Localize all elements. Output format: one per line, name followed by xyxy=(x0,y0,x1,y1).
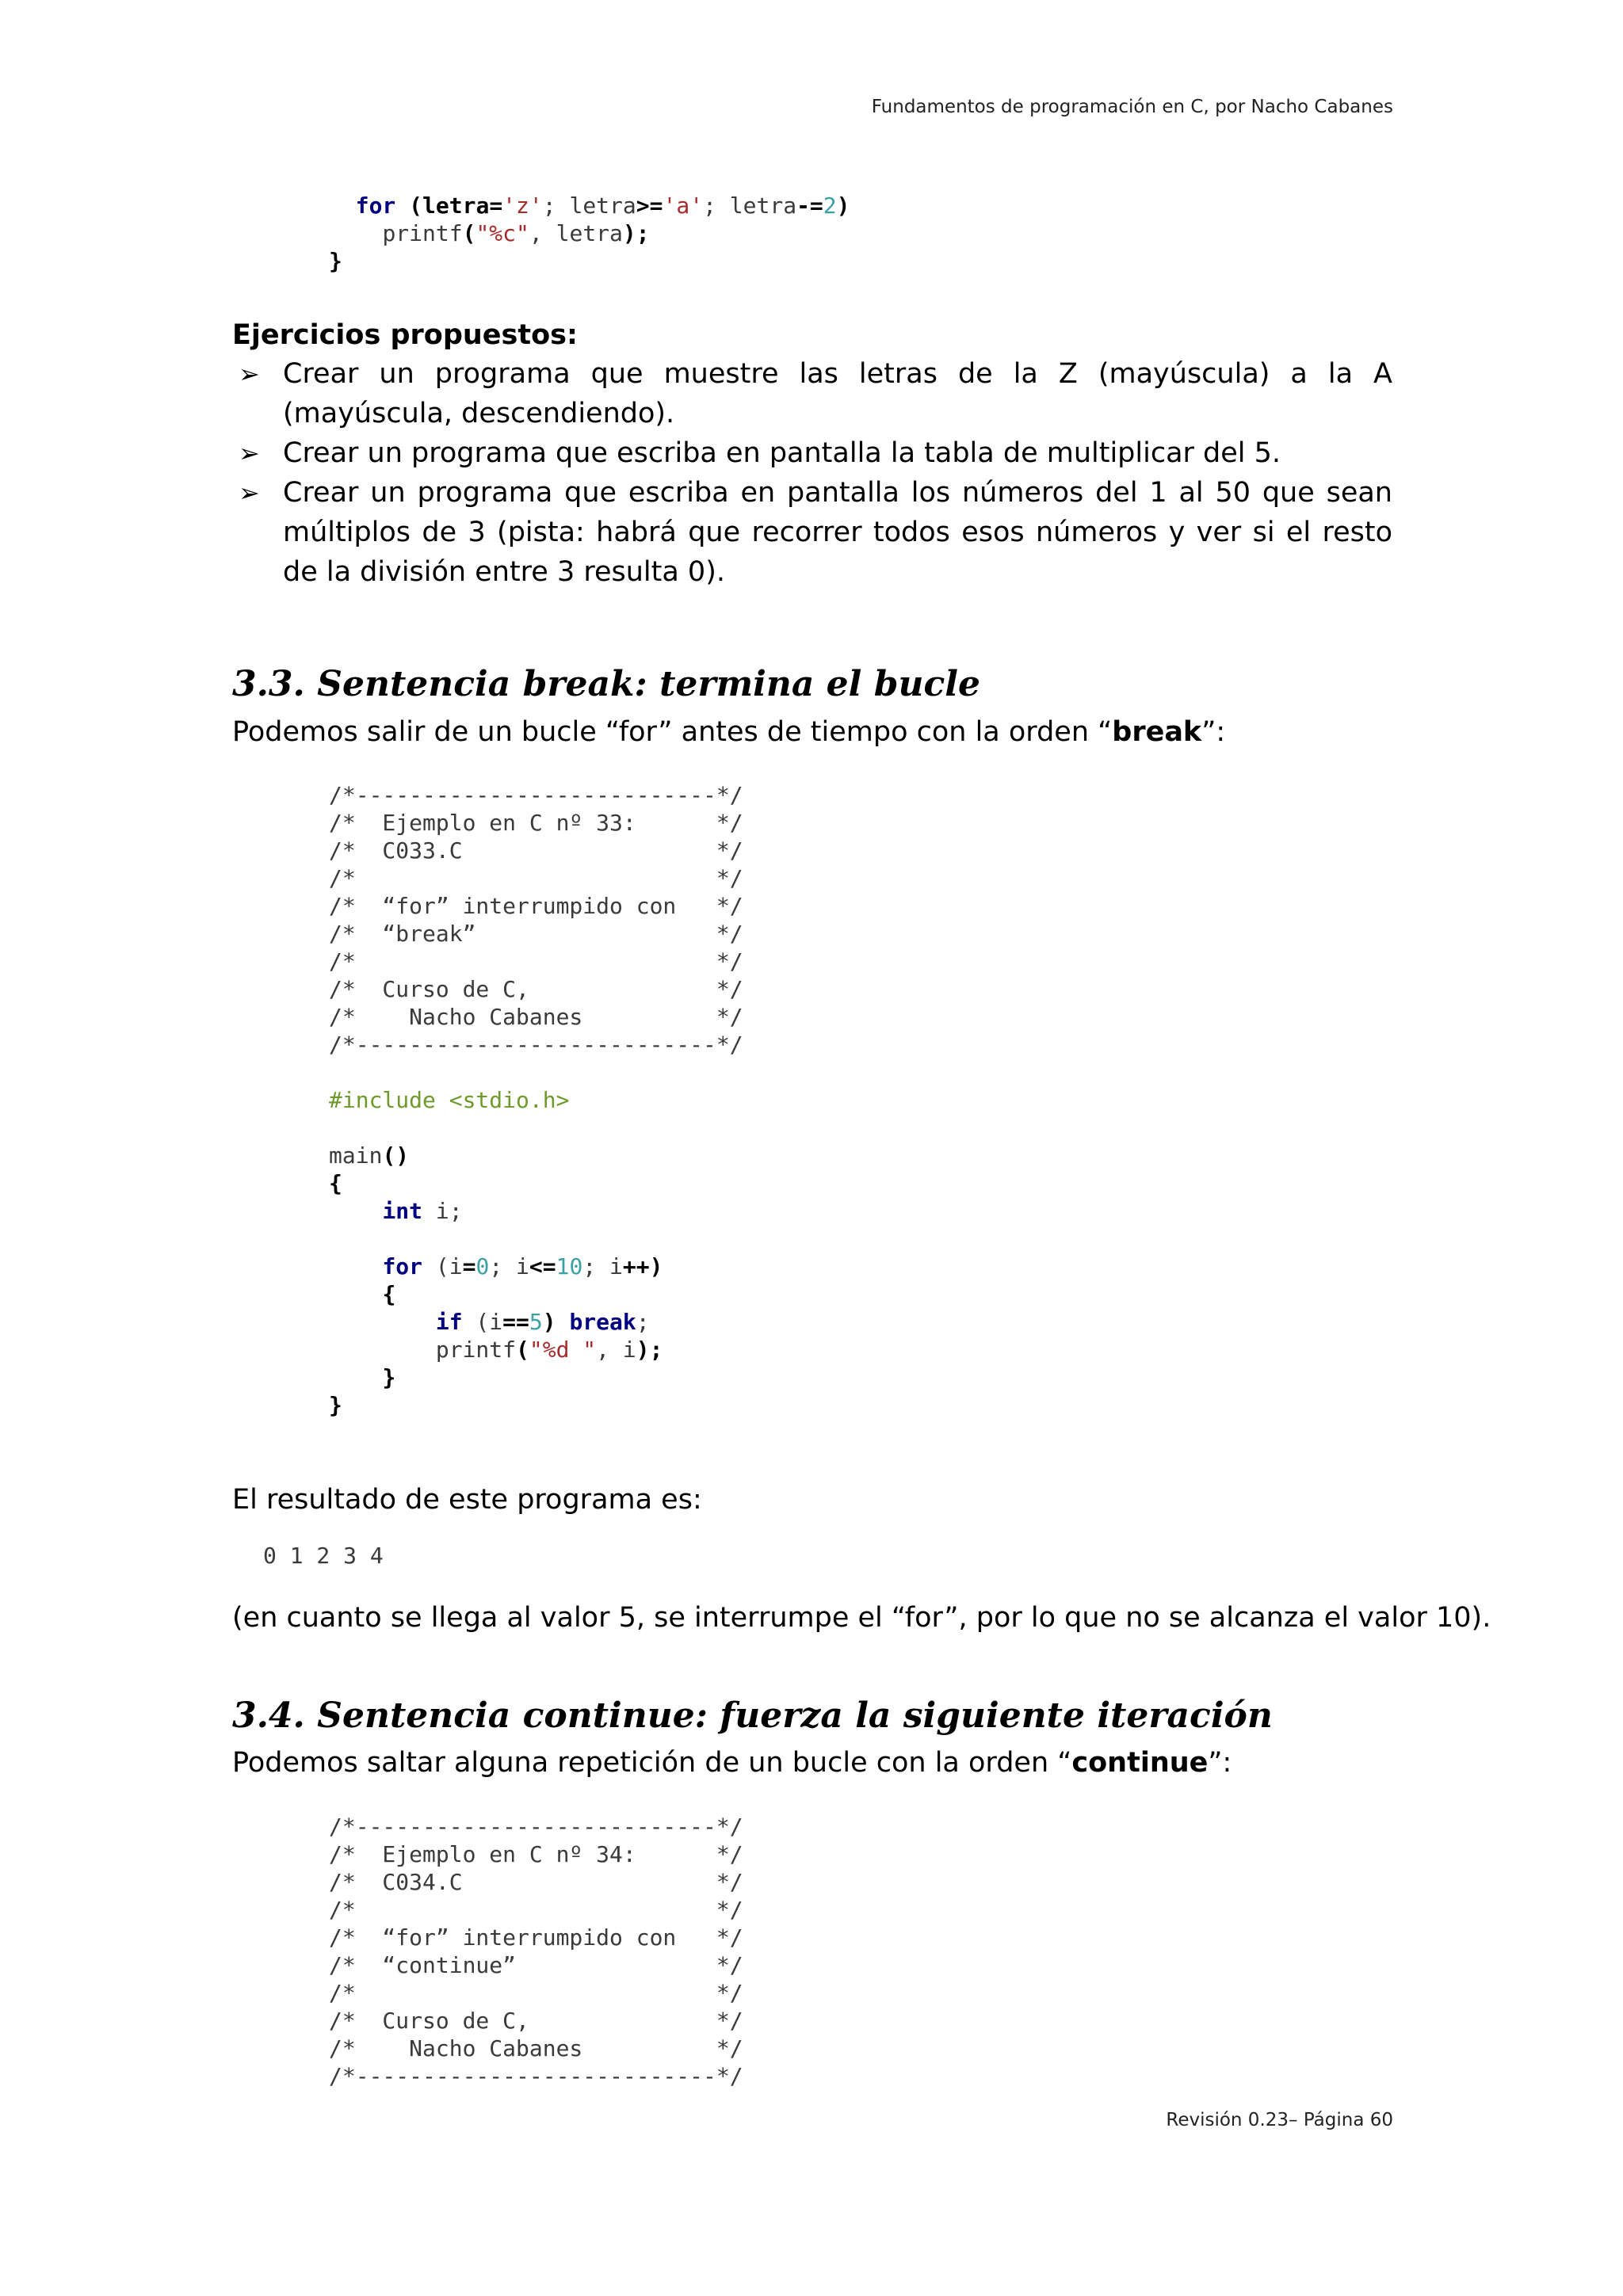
code-text: , i xyxy=(596,1337,636,1363)
arrow-bullet-icon: ➢ xyxy=(239,478,260,508)
code-operator: == xyxy=(502,1309,529,1335)
intro-text: Podemos salir de un bucle “for” antes de tiempo con la orden “ xyxy=(232,716,1113,748)
code-text: ; i xyxy=(489,1253,529,1280)
code-comment-block-33: /*---------------------------*/ /* Ejemplo en C nº 33: */ /* C033.C */ /* */ /* “for” interrumpido con */ /* “break” */ /* */ /* Curso de C, */ /* Nacho Cabanes */ /*---------------------------*/ xyxy=(329,782,743,1058)
arrow-bullet-icon: ➢ xyxy=(239,359,260,389)
code-function: printf xyxy=(435,1337,517,1363)
intro-keyword: continue xyxy=(1071,1747,1209,1779)
code-keyword: break xyxy=(569,1309,636,1335)
code-text: ; letra xyxy=(542,193,636,219)
code-number: 10 xyxy=(556,1253,583,1280)
page-footer: Revisión 0.23– Página 60 xyxy=(1166,2110,1393,2130)
page-header: Fundamentos de programación en C, por Nacho Cabanes xyxy=(871,97,1393,117)
arrow-bullet-icon: ➢ xyxy=(239,438,260,468)
code-text: ; i xyxy=(582,1253,623,1280)
code-keyword: for xyxy=(382,1253,423,1280)
code-text: (i xyxy=(462,1309,503,1335)
intro-text: Podemos saltar alguna repetición de un bucle con la orden “ xyxy=(232,1747,1072,1779)
section-title-continue: 3.4. Sentencia continue: fuerza la siguiente iteración xyxy=(232,1695,1273,1736)
exercise-item xyxy=(239,354,1392,433)
intro-text: ”: xyxy=(1201,716,1226,748)
exercise-text: Crear un programa que escriba en pantalla la tabla de multiplicar del 5. xyxy=(283,437,1281,469)
result-note: (en cuanto se llega al valor 5, se interrumpe el “for”, por lo que no se alcanza el valor 10). xyxy=(232,1602,1491,1634)
code-paren: ( xyxy=(462,220,476,246)
section-title-break: 3.3. Sentencia break: termina el bucle xyxy=(232,664,980,704)
code-text: ; letra xyxy=(703,193,797,219)
program-output: 0 1 2 3 4 xyxy=(263,1543,384,1569)
code-function: main xyxy=(329,1142,383,1169)
exercise-item xyxy=(239,433,1392,473)
code-number: 0 xyxy=(475,1253,490,1280)
code-function: printf xyxy=(382,220,463,246)
code-text: (i xyxy=(422,1253,463,1280)
exercise-text: Crear un programa que escriba en pantalla los números del 1 al 50 que sean múltiplos de 3 (pista: habrá que recorrer todos esos números y ver si el resto de la división entre 3 resulta 0). xyxy=(283,477,1392,588)
code-fragment-top xyxy=(329,192,850,275)
code-body-33: main() { int i; for (i=0; i<=10; i++) { if (i==5) break; printf("%d ", i); } } xyxy=(329,1142,663,1418)
code-number: 5 xyxy=(529,1309,543,1335)
code-string: "%d " xyxy=(529,1337,597,1363)
code-preprocessor: #include <stdio.h> xyxy=(329,1087,570,1113)
exercises-heading: Ejercicios propuestos: xyxy=(232,319,578,351)
exercise-item xyxy=(239,473,1392,592)
section-intro-break xyxy=(232,716,1225,748)
code-operator: -= xyxy=(796,193,823,219)
code-operator: = xyxy=(462,1253,476,1280)
code-text: i; xyxy=(422,1198,463,1224)
code-brace: } xyxy=(329,248,342,274)
code-text: ) xyxy=(836,193,850,219)
code-text: ) xyxy=(542,1309,570,1335)
code-text: (letra xyxy=(395,193,490,219)
code-number: 2 xyxy=(823,193,837,219)
code-operator: <= xyxy=(529,1253,556,1280)
result-intro: El resultado de este programa es: xyxy=(232,1484,702,1516)
exercise-text: Crear un programa que muestre las letras de la Z (mayúscula) a la A (mayúscula, descendiendo). xyxy=(283,358,1392,429)
code-comment-block-34: /*---------------------------*/ /* Ejemplo en C nº 34: */ /* C034.C */ /* */ /* “for” interrumpido con */ /* “continue” */ /* */ /* Curso de C, */ /* Nacho Cabanes */ /*---------------------------*/ xyxy=(329,1814,743,2089)
code-include xyxy=(329,1086,569,1114)
code-operator: ++) xyxy=(622,1253,663,1280)
exercises-list xyxy=(239,354,1392,592)
intro-keyword: break xyxy=(1112,716,1202,748)
code-string: 'z' xyxy=(502,193,543,219)
code-keyword: int xyxy=(382,1198,423,1224)
code-text: , letra xyxy=(529,220,623,246)
section-intro-continue xyxy=(232,1747,1232,1779)
code-keyword: if xyxy=(435,1309,463,1335)
code-operator: >= xyxy=(636,193,663,219)
intro-text: ”: xyxy=(1208,1747,1232,1779)
code-operator: = xyxy=(489,193,503,219)
code-string: 'a' xyxy=(663,193,704,219)
code-keyword: for xyxy=(355,193,396,219)
code-string: "%c" xyxy=(475,220,529,246)
code-paren: ); xyxy=(622,220,650,246)
